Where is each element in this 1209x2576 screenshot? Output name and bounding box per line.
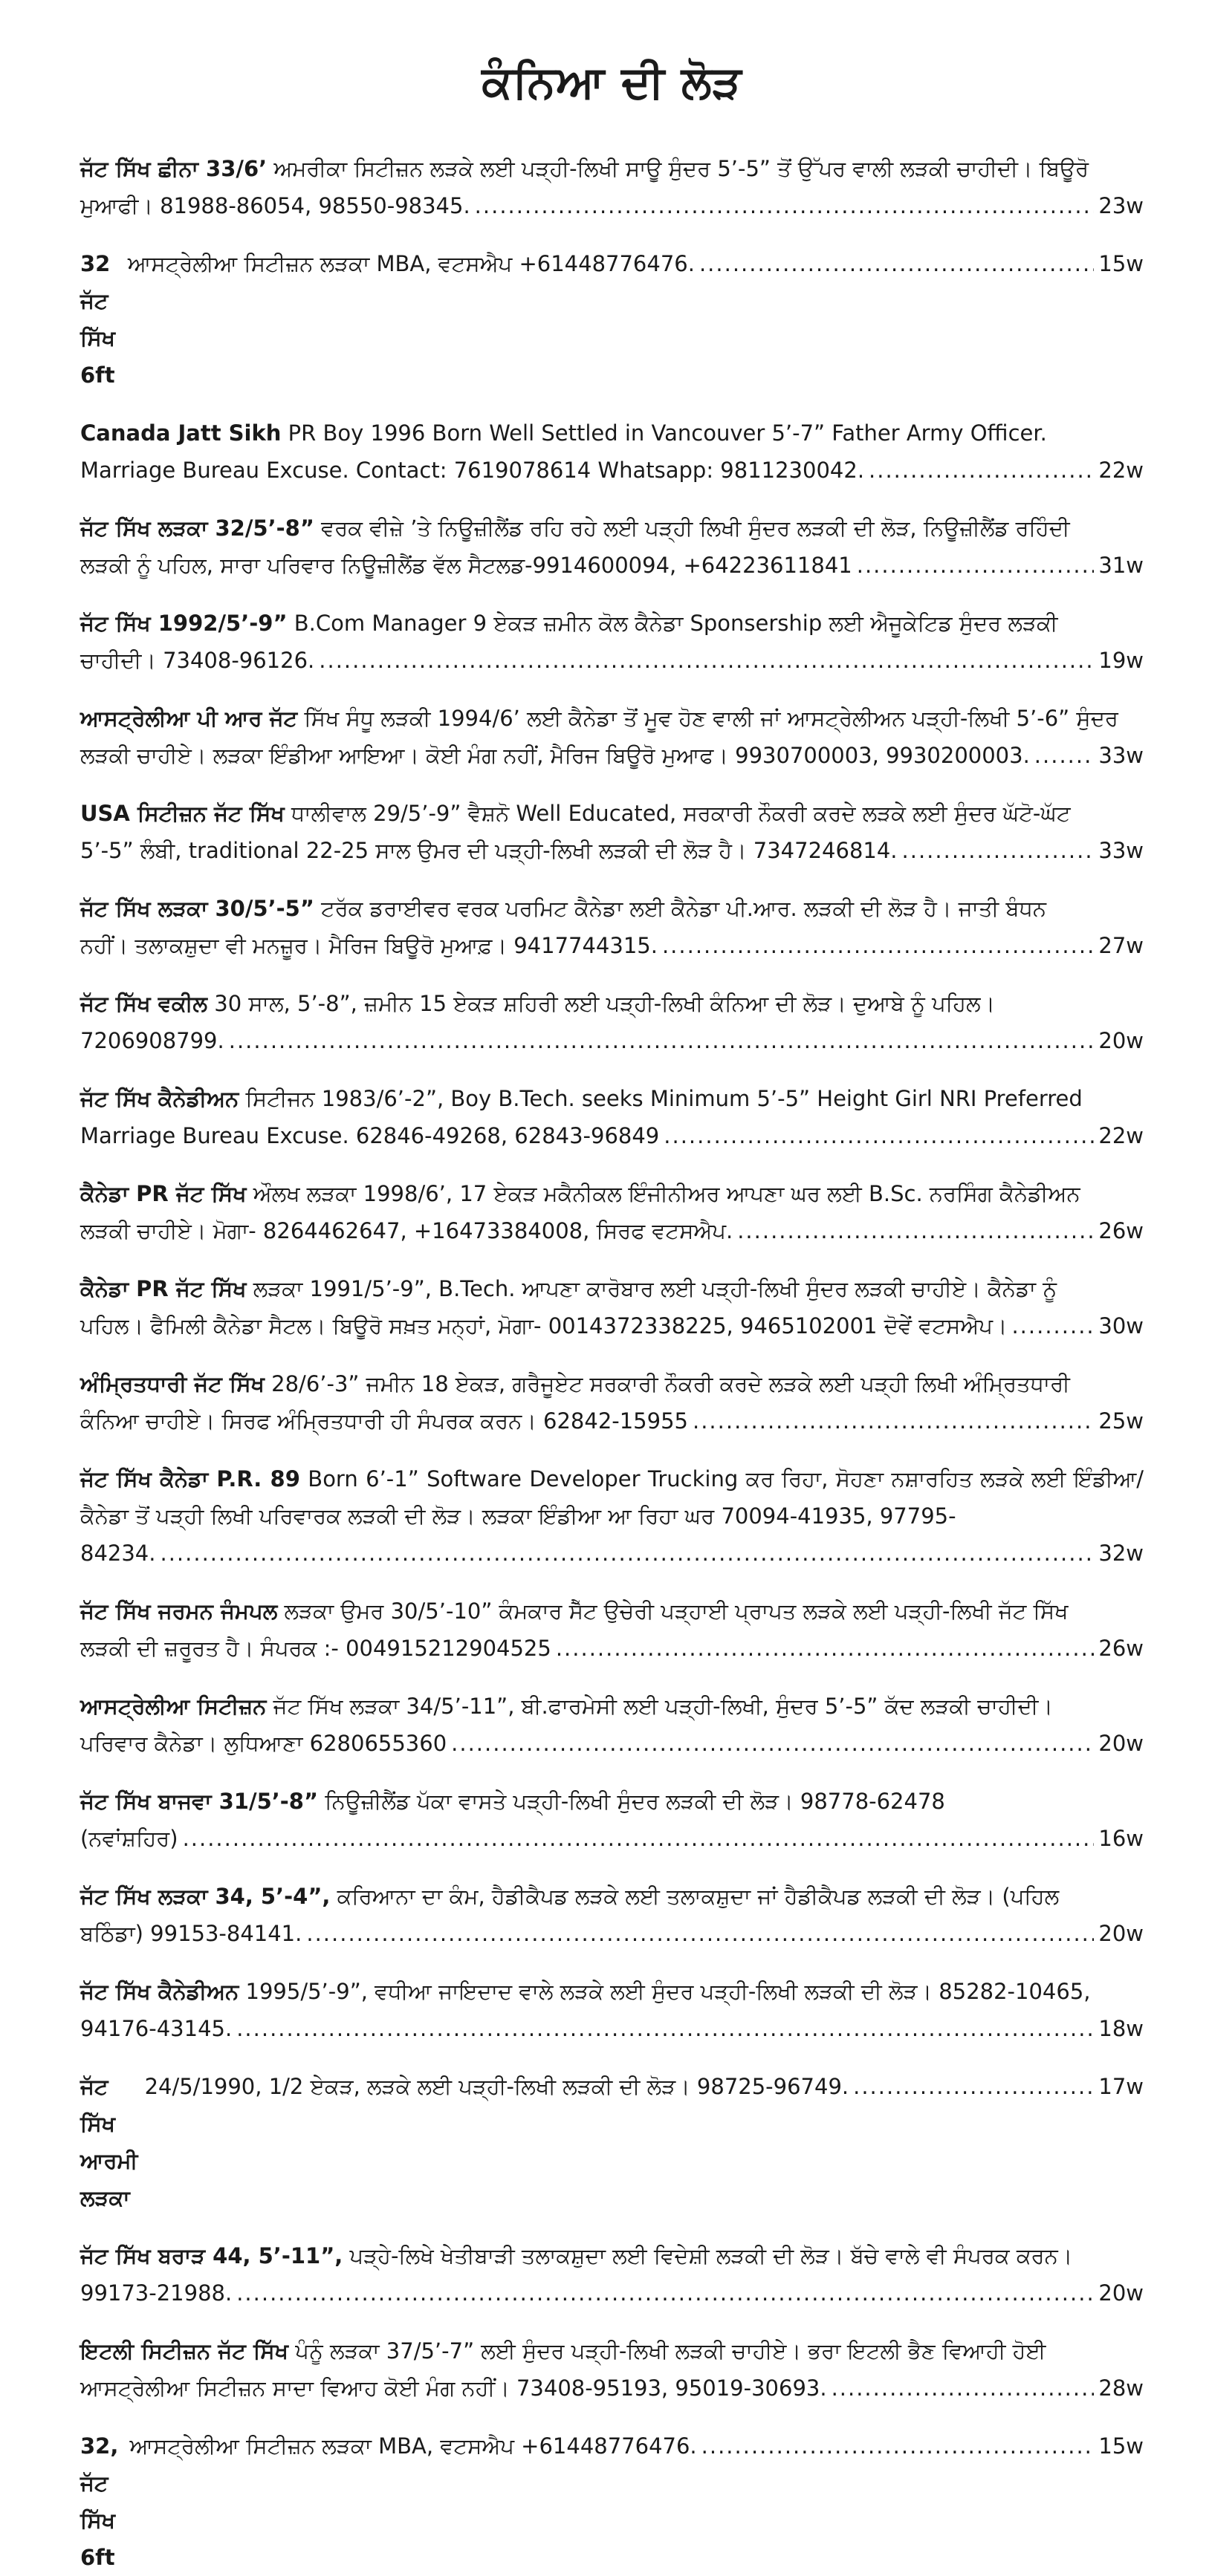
classified-ad xyxy=(80,1783,1144,1857)
classified-ad xyxy=(80,150,1144,224)
ad-last-line xyxy=(80,1307,1144,1344)
ad-body xyxy=(80,1365,1144,1402)
ad-last-line xyxy=(80,1535,1144,1572)
ad-body xyxy=(80,1878,1144,1915)
ad-code: 28w xyxy=(1098,2375,1144,2401)
ad-body xyxy=(80,700,1144,737)
dot-leader xyxy=(1034,737,1095,774)
ad-last-text: 84234. xyxy=(80,1541,156,1566)
ad-body xyxy=(80,1783,1144,1820)
ad-last-line xyxy=(80,1212,1144,1249)
ad-last-text: 94176-43145. xyxy=(80,2016,233,2041)
ad-text: ਸਿੱਖ ਸੰਧੂ ਲੜਕੀ 1994/6’ ਲਈ ਕੈਨੇਡਾ ਤੋਂ ਮੂਵ ਹੋਣ ਵਾਲੀ ਜਾਂ ਆਸਟ੍ਰੇਲੀਅਨ ਪੜ੍ਹੀ-ਲਿਖੀ 5’-6” ਸੁੰਦਰ xyxy=(304,706,1118,731)
ad-last-text: 99173-21988. xyxy=(80,2280,233,2306)
ad-code: 33w xyxy=(1098,838,1144,863)
dot-leader xyxy=(902,832,1095,869)
ad-text: ਕਰਿਆਨਾ ਦਾ ਕੰਮ, ਹੈਡੀਕੈਪਡ ਲੜਕੇ ਲਈ ਤਲਾਕਸ਼ੁਦਾ ਜਾਂ ਹੈਡੀਕੈਪਡ ਲੜਕੀ ਦੀ ਲੋੜ। (ਪਹਿਲ xyxy=(337,1884,1060,1909)
ad-last-text: ਆਸਟ੍ਰੇਲੀਆ ਸਿਟੀਜ਼ਨ ਲੜਕਾ MBA, ਵਟਸਐਪ +61448776476. xyxy=(127,251,695,276)
ad-last-text: ਲੜਕੀ ਚਾਹੀਏ। ਮੋਗਾ- 8264462647, +16473384008, ਸਿਰਫ ਵਟਸਐਪ. xyxy=(80,1218,733,1243)
spacer xyxy=(121,245,128,282)
dot-leader xyxy=(693,1402,1094,1440)
ad-code: 15w xyxy=(1098,251,1144,276)
ad-last-text: ਲੜਕੀ ਨੂੰ ਪਹਿਲ, ਸਾਰਾ ਪਰਿਵਾਰ ਨਿਊਜ਼ੀਲੈਂਡ ਵੱਲ ਸੈਟਲਡ-9914600094, +64223611841 xyxy=(80,553,852,578)
ad-body xyxy=(80,605,1144,642)
ad-lead: ਜੱਟ ਸਿੱਖ ਲੜਕਾ 32/5’-8” xyxy=(80,515,314,541)
classified-ad xyxy=(80,245,1144,394)
ad-last-line xyxy=(80,187,1144,224)
classified-ad xyxy=(80,2427,1144,2576)
ad-lead: ਆਸਟ੍ਰੇਲੀਆ ਸਿਟੀਜ਼ਨ xyxy=(80,1694,267,1719)
ad-last-line xyxy=(80,927,1144,964)
ad-text: Born 6’-1” Software Developer Trucking ਕਰ ਰਿਹਾ, ਸੋਹਣਾ ਨਸ਼ਾਰਹਿਤ ਲੜਕੇ ਲਈ ਇੰਡੀਆ/ ਕੈਨੇਡਾ ਤੋਂ ਪੜ੍ਹੀ ਲਿਖੀ ਪਰਿਵਾਰਕ ਲੜਕੀ ਦੀ ਲੋੜ। ਲੜਕਾ ਇੰਡੀਆ ਆ ਰਿਹਾ ਘਰ 70094-41935, 97795- xyxy=(80,1466,1144,1529)
ad-last-text: 5’-5” ਲੰਬੀ, traditional 22-25 ਸਾਲ ਉਮਰ ਦੀ ਪੜ੍ਹੀ-ਲਿਖੀ ਲੜਕੀ ਦੀ ਲੋੜ ਹੈ। 7347246814. xyxy=(80,838,898,863)
ad-last-line xyxy=(80,2010,1144,2047)
ad-last-line xyxy=(80,1725,1144,1762)
ad-code: 30w xyxy=(1098,1313,1144,1339)
dot-leader xyxy=(662,927,1094,964)
ad-lead: ਜੱਟ ਸਿੱਖ ਲੜਕਾ 30/5’-5” xyxy=(80,896,314,921)
dot-leader xyxy=(857,547,1095,584)
dot-leader xyxy=(475,187,1095,224)
ad-last-line xyxy=(80,737,1144,774)
classified-ad xyxy=(80,1973,1144,2047)
ad-code: 15w xyxy=(1098,2433,1144,2459)
classified-ad xyxy=(80,795,1144,869)
ad-code: 26w xyxy=(1098,1636,1144,1661)
ad-lead: ਜੱਟ ਸਿੱਖ ਕੈਨੇਡੀਅਨ xyxy=(80,1086,239,1111)
ad-lead: ਜੱਟ ਸਿੱਖ ਬਰਾੜ 44, 5’-11”, xyxy=(80,2243,343,2268)
classified-ad xyxy=(80,2332,1144,2407)
ad-text: ਪੰਨੂੰ ਲੜਕਾ 37/5’-7” ਲਈ ਸੁੰਦਰ ਪੜ੍ਹੀ-ਲਿਖੀ ਲੜਕੀ ਚਾਹੀਏ। ਭਰਾ ਇਟਲੀ ਭੈਣ ਵਿਆਹੀ ਹੋਈ xyxy=(295,2338,1046,2364)
ad-lead: ਜੱਟ ਸਿੱਖ ਕੈਨੇਡੀਅਨ xyxy=(80,1979,239,2004)
ad-body xyxy=(80,1080,1144,1117)
ad-body xyxy=(80,150,1144,187)
dot-leader xyxy=(664,1117,1094,1154)
ad-text: 1995/5’-9”, ਵਧੀਆ ਜਾਇਦਾਦ ਵਾਲੇ ਲੜਕੇ ਲਈ ਸੁੰਦਰ ਪੜ੍ਹੀ-ਲਿਖੀ ਲੜਕੀ ਦੀ ਲੋੜ। 85282-10465, xyxy=(245,1979,1091,2004)
ad-last-text: ਪਹਿਲ। ਫੈਮਿਲੀ ਕੈਨੇਡਾ ਸੈਟਲ। ਬਿਊਰੋ ਸਖ਼ਤ ਮਨ੍ਹਾਂ, ਮੋਗਾ- 0014372338225, 9465102001 ਦੋਵੇਂ ਵਟਸਐਪ। xyxy=(80,1313,1008,1339)
ad-last-line xyxy=(80,245,1144,394)
ad-last-text: Marriage Bureau Excuse. 62846-49268, 62843-96849 xyxy=(80,1123,660,1148)
ad-code: 33w xyxy=(1098,743,1144,768)
ad-lead: ਅੰਮ੍ਰਿਤਧਾਰੀ ਜੱਟ ਸਿੱਖ xyxy=(80,1371,265,1396)
ad-last-text: (ਨਵਾਂਸ਼ਹਿਰ) xyxy=(80,1826,178,1851)
ad-text: ਧਾਲੀਵਾਲ 29/5’-9” ਵੈਸ਼ਨੋ Well Educated, ਸਰਕਾਰੀ ਨੌਕਰੀ ਕਰਦੇ ਲੜਕੇ ਲਈ ਸੁੰਦਰ ਘੱਟੋ-ਘੱਟ xyxy=(291,801,1071,826)
ad-code: 18w xyxy=(1098,2016,1144,2041)
ad-last-line xyxy=(80,1117,1144,1154)
ad-text: B.Com Manager 9 ਏਕੜ ਜ਼ਮੀਨ ਕੋਲ ਕੈਨੇਡਾ Sponsership ਲਈ ਐਜੂਕੇਟਿਡ ਸੁੰਦਰ ਲੜਕੀ xyxy=(294,611,1058,636)
ad-last-text: Marriage Bureau Excuse. Contact: 7619078614 Whatsapp: 9811230042. xyxy=(80,458,865,483)
ad-body xyxy=(80,1973,1144,2010)
ad-body xyxy=(80,1270,1144,1307)
ad-last-line xyxy=(80,547,1144,584)
ad-lead: ਜੱਟ ਸਿੱਖ ਆਰਮੀ ਲੜਕਾ xyxy=(80,2074,138,2211)
ad-lead: ਕੈਨੇਡਾ PR ਜੱਟ ਸਿੱਖ xyxy=(80,1181,247,1206)
ad-text: ਲੜਕਾ ਉਮਰ 30/5’-10” ਕੰਮਕਾਰ ਸੈੱਟ ਉਚੇਰੀ ਪੜ੍ਹਾਈ ਪ੍ਰਾਪਤ ਲੜਕੇ ਲਈ ਪੜ੍ਹੀ-ਲਿਖੀ ਜੱਟ ਸਿੱਖ xyxy=(284,1598,1069,1624)
dot-leader xyxy=(737,1212,1094,1249)
ad-last-text: ਲੜਕੀ ਚਾਹੀਏ। ਲੜਕਾ ਇੰਡੀਆ ਆਇਆ। ਕੋਈ ਮੰਗ ਨਹੀਂ, ਮੈਰਿਜ ਬਿਊਰੋ ਮੁਆਫ। 9930700003, 9930200003. xyxy=(80,743,1030,768)
classified-ad xyxy=(80,510,1144,584)
ad-last-line xyxy=(80,2068,1144,2216)
classified-ad xyxy=(80,1080,1144,1154)
ad-lead: ਜੱਟ ਸਿੱਖ ਜਰਮਨ ਜੰਮਪਲ xyxy=(80,1598,278,1624)
spacer xyxy=(137,2068,144,2105)
ad-body xyxy=(80,1460,1144,1535)
classified-ad xyxy=(80,1175,1144,1249)
ad-lead: ਇਟਲੀ ਸਿਟੀਜ਼ਨ ਜੱਟ ਸਿੱਖ xyxy=(80,2338,288,2364)
ad-last-line xyxy=(80,642,1144,679)
ad-body xyxy=(80,414,1144,452)
ad-code: 22w xyxy=(1098,458,1144,483)
ad-code: 32w xyxy=(1098,1541,1144,1566)
ad-last-line xyxy=(80,1915,1144,1952)
ad-last-line xyxy=(80,832,1144,869)
ad-body xyxy=(80,510,1144,547)
ad-body xyxy=(80,985,1144,1022)
ad-last-text: ਮੁਆਫੀ। 81988-86054, 98550-98345. xyxy=(80,193,470,218)
spacer xyxy=(123,2427,129,2465)
classified-ad xyxy=(80,2237,1144,2312)
ad-lead: ਜੱਟ ਸਿੱਖ ਕੈਨੇਡਾ P.R. 89 xyxy=(80,1466,300,1492)
ad-lead: USA ਸਿਟੀਜ਼ਨ ਜੱਟ ਸਿੱਖ xyxy=(80,801,285,826)
ad-text: 30 ਸਾਲ, 5’-8”, ਜ਼ਮੀਨ 15 ਏਕੜ ਸ਼ਹਿਰੀ ਲਈ ਪੜ੍ਹੀ-ਲਿਖੀ ਕੰਨਿਆ ਦੀ ਲੋੜ। ਦੁਆਬੇ ਨੂੰ ਪਹਿਲ। xyxy=(214,991,996,1016)
ad-code: 20w xyxy=(1098,1921,1144,1946)
ad-body xyxy=(80,1175,1144,1212)
dot-leader xyxy=(699,245,1094,282)
ad-text: ਸਿਟੀਜਨ 1983/6’-2”, Boy B.Tech. seeks Minimum 5’-5” Height Girl NRI Preferred xyxy=(245,1086,1083,1111)
dot-leader xyxy=(869,452,1094,489)
ad-last-text: ਆਸਟ੍ਰੇਲੀਆ ਸਿਟੀਜ਼ਨ ਸਾਦਾ ਵਿਆਹ ਕੋਈ ਮੰਗ ਨਹੀਂ। 73408-95193, 95019-30693. xyxy=(80,2375,827,2401)
page-title: ਕੰਨਿਆ ਦੀ ਲੋੜ xyxy=(482,56,742,108)
ad-last-line xyxy=(80,1402,1144,1440)
ad-body xyxy=(80,2332,1144,2370)
ad-code: 19w xyxy=(1098,648,1144,673)
ad-last-text: ਨਹੀਂ। ਤਲਾਕਸ਼ੁਦਾ ਵੀ ਮਨਜ਼ੂਰ। ਮੈਰਿਜ ਬਿਊਰੋ ਮੁਆਫ਼। 9417744315. xyxy=(80,933,658,958)
classified-ad xyxy=(80,890,1144,964)
ad-last-text: 24/5/1990, 1/2 ਏਕੜ, ਲੜਕੇ ਲਈ ਪੜ੍ਹੀ-ਲਿਖੀ ਲੜਕੀ ਦੀ ਲੋੜ। 98725-96749. xyxy=(144,2074,849,2099)
ad-code: 20w xyxy=(1098,1028,1144,1053)
ad-lead: 32 ਜੱਟ ਸਿੱਖ 6ft xyxy=(80,251,116,388)
dot-leader xyxy=(183,1820,1095,1857)
ad-text: ਪੜ੍ਹੇ-ਲਿਖੇ ਖੇਤੀਬਾੜੀ ਤਲਾਕਸ਼ੁਦਾ ਲਈ ਵਿਦੇਸ਼ੀ ਲੜਕੀ ਦੀ ਲੋੜ। ਬੱਚੇ ਵਾਲੇ ਵੀ ਸੰਪਰਕ ਕਰਨ। xyxy=(349,2243,1073,2268)
classified-ad xyxy=(80,1688,1144,1762)
ad-last-text: ਚਾਹੀਦੀ। 73408-96126. xyxy=(80,648,315,673)
ad-lead: ਜੱਟ ਸਿੱਖ ਛੀਨਾ 33/6’ xyxy=(80,156,268,181)
ad-body xyxy=(80,1688,1144,1725)
ad-code: 16w xyxy=(1098,1826,1144,1851)
ad-text: ਔਲਖ ਲੜਕਾ 1998/6’, 17 ਏਕੜ ਮਕੈਨੀਕਲ ਇੰਜੀਨੀਅਰ ਆਪਣਾ ਘਰ ਲਈ B.Sc. ਨਰਸਿੰਗ ਕੈਨੇਡੀਅਨ xyxy=(253,1181,1080,1206)
dot-leader xyxy=(160,1535,1094,1572)
ad-lead: ਜੱਟ ਸਿੱਖ 1992/5’-9” xyxy=(80,611,288,636)
ads-list xyxy=(80,150,1144,2576)
ad-code: 17w xyxy=(1098,2074,1144,2099)
ad-text: ਟਰੱਕ ਡਰਾਈਵਰ ਵਰਕ ਪਰਮਿਟ ਕੈਨੇਡਾ ਲਈ ਕੈਨੇਡਾ ਪੀ.ਆਰ. ਲੜਕੀ ਦੀ ਲੋੜ ਹੈ। ਜਾਤੀ ਬੰਧਨ xyxy=(321,896,1046,921)
ad-text: ਜੱਟ ਸਿੱਖ ਲੜਕਾ 34/5’-11”, ਬੀ.ਫਾਰਮੇਸੀ ਲਈ ਪੜ੍ਹੀ-ਲਿਖੀ, ਸੁੰਦਰ 5’-5” ਕੱਦ ਲੜਕੀ ਚਾਹੀਦੀ। xyxy=(273,1694,1053,1719)
dot-leader xyxy=(701,2427,1095,2465)
ad-text: ਨਿਊਜ਼ੀਲੈਂਡ ਪੱਕਾ ਵਾਸਤੇ ਪੜ੍ਹੀ-ਲਿਖੀ ਸੁੰਦਰ ਲੜਕੀ ਦੀ ਲੋੜ। 98778-62478 xyxy=(325,1789,945,1814)
ad-body xyxy=(80,890,1144,927)
ad-last-line xyxy=(80,2427,1144,2576)
ad-text: ਅਮਰੀਕਾ ਸਿਟੀਜ਼ਨ ਲੜਕੇ ਲਈ ਪੜ੍ਹੀ-ਲਿਖੀ ਸਾਊ ਸੁੰਦਰ 5’-5” ਤੋਂ ਉੱਪਰ ਵਾਲੀ ਲੜਕੀ ਚਾਹੀਦੀ। ਬਿਊਰੋ xyxy=(273,156,1089,181)
dot-leader xyxy=(306,1915,1094,1952)
ad-last-text: ਕੰਨਿਆ ਚਾਹੀਏ। ਸਿਰਫ ਅੰਮ੍ਰਿਤਧਾਰੀ ਹੀ ਸੰਪਰਕ ਕਰਨ। 62842-15955 xyxy=(80,1408,688,1434)
dot-leader xyxy=(229,1022,1095,1059)
ad-last-line xyxy=(80,1022,1144,1059)
classified-ad xyxy=(80,1593,1144,1667)
ad-last-text: ਪਰਿਵਾਰ ਕੈਨੇਡਾ। ਲੁਧਿਆਣਾ 6280655360 xyxy=(80,1731,447,1756)
ad-body xyxy=(80,795,1144,832)
classified-ad xyxy=(80,985,1144,1059)
ad-code: 26w xyxy=(1098,1218,1144,1243)
classified-ad xyxy=(80,1270,1144,1344)
dot-leader xyxy=(451,1725,1094,1762)
dot-leader xyxy=(853,2068,1094,2105)
classified-ad xyxy=(80,2068,1144,2216)
ad-code: 20w xyxy=(1098,2280,1144,2306)
classified-ad xyxy=(80,700,1144,774)
classified-ad xyxy=(80,1878,1144,1952)
ad-last-line xyxy=(80,2274,1144,2312)
ad-last-line xyxy=(80,452,1144,489)
dot-leader xyxy=(236,2274,1094,2312)
ad-code: 23w xyxy=(1098,193,1144,218)
ad-lead: ਕੈਨੇਡਾ PR ਜੱਟ ਸਿੱਖ xyxy=(80,1276,247,1301)
dot-leader xyxy=(319,642,1094,679)
ad-text: ਲੜਕਾ 1991/5’-9”, B.Tech. ਆਪਣਾ ਕਾਰੋਬਾਰ ਲਈ ਪੜ੍ਹੀ-ਲਿਖੀ ਸੁੰਦਰ ਲੜਕੀ ਚਾਹੀਏ। ਕੈਨੇਡਾ ਨੂੰ xyxy=(253,1276,1057,1301)
ad-lead: ਜੱਟ ਸਿੱਖ ਬਾਜਵਾ 31/5’-8” xyxy=(80,1789,319,1814)
ad-text: ਵਰਕ ਵੀਜ਼ੇ ’ਤੇ ਨਿਊਜ਼ੀਲੈਂਡ ਰਹਿ ਰਹੇ ਲਈ ਪੜ੍ਹੀ ਲਿਖੀ ਸੁੰਦਰ ਲੜਕੀ ਦੀ ਲੋੜ, ਨਿਊਜ਼ੀਲੈਂਡ ਰਹਿੰਦੀ xyxy=(321,515,1070,541)
classified-ad xyxy=(80,1365,1144,1440)
dot-leader xyxy=(1011,1307,1094,1344)
ad-last-line xyxy=(80,1820,1144,1857)
ad-lead: ਜੱਟ ਸਿੱਖ ਵਕੀਲ xyxy=(80,991,208,1016)
ad-lead: ਆਸਟ੍ਰੇਲੀਆ ਪੀ ਆਰ ਜੱਟ xyxy=(80,706,298,731)
ad-code: 25w xyxy=(1098,1408,1144,1434)
ad-body xyxy=(80,1593,1144,1630)
classified-ad xyxy=(80,605,1144,679)
ad-text: PR Boy 1996 Born Well Settled in Vancouver 5’-7” Father Army Officer. xyxy=(288,420,1047,446)
ad-last-line xyxy=(80,1630,1144,1667)
ad-text: 28/6’-3” ਜਮੀਨ 18 ਏਕੜ, ਗਰੈਜੂਏਟ ਸਰਕਾਰੀ ਨੌਕਰੀ ਕਰਦੇ ਲੜਕੇ ਲਈ ਪੜ੍ਹੀ ਲਿਖੀ ਅੰਮ੍ਰਿਤਧਾਰੀ xyxy=(271,1371,1070,1396)
classified-ad xyxy=(80,414,1144,489)
ad-last-line xyxy=(80,2370,1144,2407)
classified-ad xyxy=(80,1460,1144,1572)
ad-lead: 32, ਜੱਟ ਸਿੱਖ 6ft xyxy=(80,2433,119,2570)
ad-code: 20w xyxy=(1098,1731,1144,1756)
ad-code: 22w xyxy=(1098,1123,1144,1148)
dot-leader xyxy=(832,2370,1095,2407)
ad-last-text: ਲੜਕੀ ਦੀ ਜ਼ਰੂਰਤ ਹੈ। ਸੰਪਰਕ :- 004915212904525 xyxy=(80,1636,551,1661)
ad-lead: Canada Jatt Sikh xyxy=(80,420,282,446)
ad-last-text: ਬਠਿੰਡਾ) 99153-84141. xyxy=(80,1921,302,1946)
ad-body xyxy=(80,2237,1144,2274)
ad-code: 27w xyxy=(1098,933,1144,958)
dot-leader xyxy=(236,2010,1094,2047)
ad-last-text: ਆਸਟ੍ਰੇਲੀਆ ਸਿਟੀਜ਼ਨ ਲੜਕਾ MBA, ਵਟਸਐਪ +61448776476. xyxy=(129,2433,697,2459)
dot-leader xyxy=(556,1630,1095,1667)
ad-code: 31w xyxy=(1098,553,1144,578)
ad-last-text: 7206908799. xyxy=(80,1028,224,1053)
ad-lead: ਜੱਟ ਸਿੱਖ ਲੜਕਾ 34, 5’-4”, xyxy=(80,1884,331,1909)
